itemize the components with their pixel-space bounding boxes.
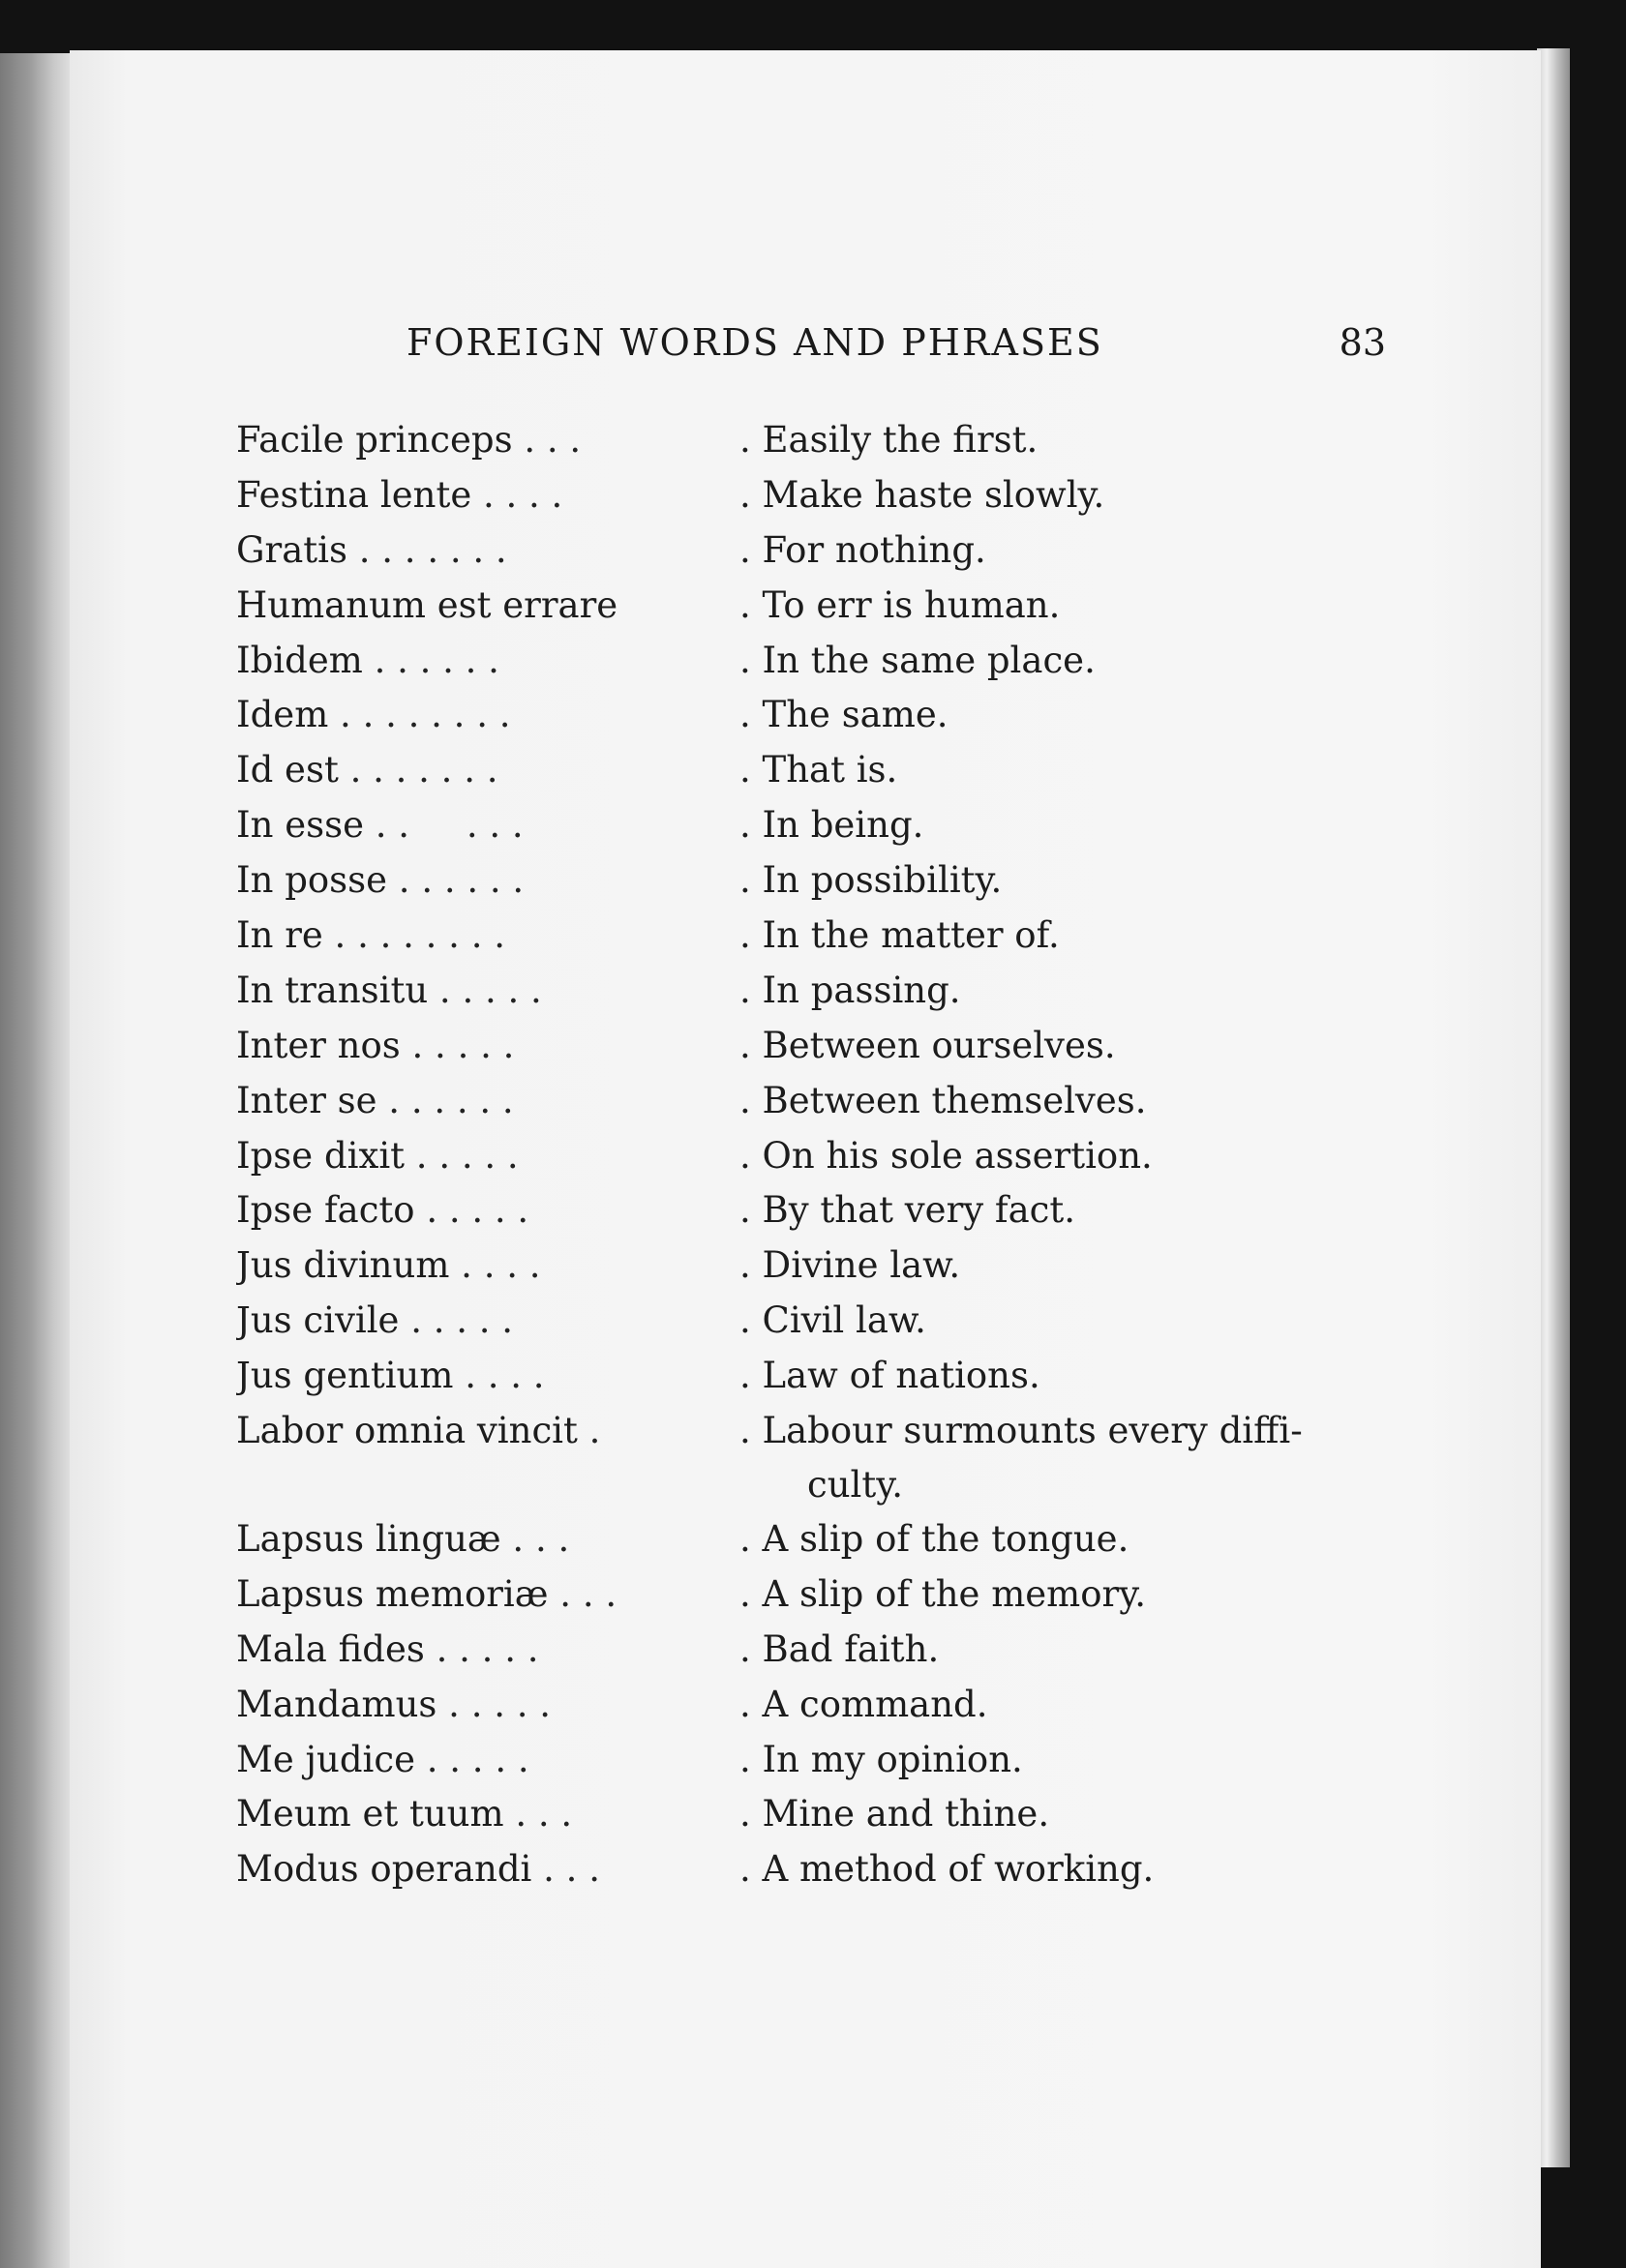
phrase-term-text: Me judice xyxy=(236,1738,415,1780)
leader-dots: . . . . . xyxy=(424,1627,539,1670)
phrase-meaning-text: . A command. xyxy=(739,1683,988,1725)
phrase-term-text: Lapsus memoriæ xyxy=(236,1572,549,1615)
phrase-meaning-text: . In being. xyxy=(739,804,924,847)
phrase-term-text: Meum et tuum xyxy=(236,1793,504,1835)
phrase-meaning-text: . Civil law. xyxy=(739,1299,926,1342)
leader-dots: . . . . . . xyxy=(362,639,499,681)
phrase-term xyxy=(236,579,739,634)
phrase-term-text: In posse xyxy=(236,859,388,902)
phrase-meaning xyxy=(739,579,1427,634)
leader-dots: . . . . . xyxy=(400,1024,515,1066)
phrase-meaning-text: . To err is human. xyxy=(739,583,1061,626)
phrase-term xyxy=(236,1733,739,1788)
phrase-meaning-text: . For nothing. xyxy=(739,528,986,571)
phrase-term xyxy=(236,1183,739,1238)
leader-dots: . . . . . . xyxy=(387,859,525,902)
phrase-term xyxy=(236,523,739,579)
phrase-meaning xyxy=(739,1787,1427,1842)
phrase-entry xyxy=(236,1512,1427,1567)
phrase-meaning xyxy=(739,798,1427,853)
phrase-term xyxy=(236,1294,739,1349)
leader-dots: . . . . xyxy=(471,473,563,516)
leader-dots: . . . . . . xyxy=(376,1079,514,1121)
phrase-term-text: Jus gentium xyxy=(236,1355,454,1397)
phrase-term-text: Id est xyxy=(236,749,339,791)
leader-dots: . . . xyxy=(503,1793,573,1835)
leader-dots: . . . . . . . . xyxy=(322,914,505,957)
leader-dots: . . . . . . . xyxy=(347,528,507,571)
phrase-meaning xyxy=(739,1129,1427,1184)
phrase-term xyxy=(236,688,739,743)
phrase-meaning xyxy=(739,634,1427,689)
phrase-entry xyxy=(236,1238,1427,1294)
phrase-meaning xyxy=(739,1404,1427,1512)
phrase-meaning-text: . In possibility. xyxy=(739,859,1003,902)
phrase-meaning-text: . A method of working. xyxy=(739,1848,1155,1891)
phrase-meaning xyxy=(739,1019,1427,1074)
phrase-meaning xyxy=(739,1294,1427,1349)
phrase-meaning-text: . By that very fact. xyxy=(739,1189,1076,1232)
leader-dots: . . . xyxy=(548,1572,617,1615)
phrase-meaning xyxy=(739,523,1427,579)
phrase-term xyxy=(236,634,739,689)
phrase-term xyxy=(236,1678,739,1733)
leader-dots: . . . . . . . . xyxy=(328,694,511,736)
phrase-entry xyxy=(236,1842,1427,1897)
phrase-term xyxy=(236,743,739,798)
leader-dots: . . . . . xyxy=(363,804,524,847)
phrase-term-text: Mala fides xyxy=(236,1627,425,1670)
phrase-term-text: Ipse dixit xyxy=(236,1134,406,1177)
phrase-term-text: Ibidem xyxy=(236,639,363,681)
phrase-meaning-text: . Easily the first. xyxy=(739,419,1039,461)
phrase-term-text: Idem xyxy=(236,694,329,736)
phrase-term xyxy=(236,468,739,523)
phrase-term xyxy=(236,1623,739,1678)
phrase-entry xyxy=(236,853,1427,909)
phrase-term-text: Mandamus xyxy=(236,1683,437,1725)
leader-dots: . . . . . xyxy=(437,1683,552,1725)
phrase-term-text: In re xyxy=(236,914,323,957)
phrase-meaning-text: . That is. xyxy=(739,749,898,791)
phrase-entry xyxy=(236,743,1427,798)
phrase-meaning-text: . Mine and thine. xyxy=(739,1793,1050,1835)
page-header xyxy=(331,321,1386,389)
phrase-term-text: Inter se xyxy=(236,1079,377,1121)
phrase-meaning xyxy=(739,964,1427,1019)
phrase-term xyxy=(236,1019,739,1074)
phrase-term xyxy=(236,853,739,909)
phrase-term xyxy=(236,1349,739,1404)
phrase-meaning xyxy=(739,1238,1427,1294)
phrase-entry xyxy=(236,1349,1427,1404)
phrase-term-text: In transitu xyxy=(236,969,429,1011)
leader-dots: . . . xyxy=(531,1848,600,1891)
leader-dots: . . . . . xyxy=(428,969,542,1011)
phrase-term xyxy=(236,798,739,853)
phrase-meaning-text: . Bad faith. xyxy=(739,1627,940,1670)
phrase-term xyxy=(236,1404,739,1512)
phrase-term-text: Jus civile xyxy=(236,1299,400,1342)
page-edge-shadow xyxy=(1537,48,1570,2167)
leader-dots: . . . . . xyxy=(405,1134,519,1177)
phrase-meaning xyxy=(739,1623,1427,1678)
phrase-meaning xyxy=(739,1512,1427,1567)
phrase-term-text: In esse xyxy=(236,804,364,847)
phrase-meaning-text: . The same. xyxy=(739,694,948,736)
running-head: FOREIGN WORDS AND PHRASES xyxy=(406,321,1103,364)
phrase-meaning-text: . A slip of the memory. xyxy=(739,1572,1146,1615)
phrase-entry xyxy=(236,798,1427,853)
phrase-entry xyxy=(236,1733,1427,1788)
phrase-term-text: Inter nos xyxy=(236,1024,401,1066)
phrase-term-text: Labor omnia vincit xyxy=(236,1410,578,1452)
phrase-meaning-text: . Between themselves. xyxy=(739,1079,1147,1121)
phrase-entry xyxy=(236,688,1427,743)
phrase-meaning xyxy=(739,1842,1427,1897)
phrase-entry xyxy=(236,634,1427,689)
phrase-term xyxy=(236,1238,739,1294)
phrase-term xyxy=(236,1567,739,1623)
phrase-entry xyxy=(236,579,1427,634)
phrase-meaning xyxy=(739,688,1427,743)
phrase-term xyxy=(236,964,739,1019)
phrase-meaning xyxy=(739,1183,1427,1238)
page-number: 83 xyxy=(1339,321,1386,364)
phrase-meaning xyxy=(739,468,1427,523)
phrase-meaning-text: . A slip of the tongue. xyxy=(739,1518,1129,1561)
phrase-term-text: Ipse facto xyxy=(236,1189,415,1232)
phrase-meaning-text: . In the matter of. xyxy=(739,914,1060,957)
phrase-entry xyxy=(236,1567,1427,1623)
leader-dots: . . . . xyxy=(449,1244,541,1287)
leader-dots: . . . . . . . xyxy=(338,749,498,791)
phrase-entry xyxy=(236,1294,1427,1349)
leader-dots: . . . . . xyxy=(414,1738,529,1780)
book-gutter-shadow xyxy=(0,53,73,2268)
phrase-meaning xyxy=(739,1074,1427,1129)
phrase-meaning-text: . Between ourselves. xyxy=(739,1024,1116,1066)
phrase-term-text: Humanum est errare xyxy=(236,583,618,626)
phrase-term xyxy=(236,909,739,964)
phrase-entry xyxy=(236,1787,1427,1842)
book-page xyxy=(70,50,1541,2268)
phrase-meaning-text: . In my opinion. xyxy=(739,1738,1023,1780)
phrase-term xyxy=(236,1512,739,1567)
phrase-entry xyxy=(236,468,1427,523)
phrase-entry xyxy=(236,1129,1427,1184)
leader-dots: . xyxy=(577,1410,601,1452)
leader-dots: . . . xyxy=(512,419,582,461)
phrase-term-text: Lapsus linguæ xyxy=(236,1518,501,1561)
phrase-meaning-text: . Make haste slowly. xyxy=(739,473,1105,516)
phrase-entry xyxy=(236,413,1427,468)
phrase-meaning-text: . Labour surmounts every diffi- xyxy=(739,1410,1303,1452)
phrase-meaning xyxy=(739,1567,1427,1623)
phrase-term-text: Festina lente xyxy=(236,473,472,516)
phrase-entry xyxy=(236,1183,1427,1238)
phrase-entry xyxy=(236,1623,1427,1678)
phrase-meaning-text: . On his sole assertion. xyxy=(739,1134,1153,1177)
phrase-entry xyxy=(236,1678,1427,1733)
phrase-meaning xyxy=(739,853,1427,909)
phrase-meaning xyxy=(739,1733,1427,1788)
phrase-term-text: Modus operandi xyxy=(236,1848,532,1891)
phrase-term-text: Jus divinum xyxy=(236,1244,450,1287)
phrase-meaning-text: . Divine law. xyxy=(739,1244,961,1287)
phrase-term xyxy=(236,413,739,468)
phrase-meaning-text: . In the same place. xyxy=(739,639,1096,681)
phrase-term-text: Facile princeps xyxy=(236,419,513,461)
phrase-entry xyxy=(236,1074,1427,1129)
phrase-term-text: Gratis xyxy=(236,528,347,571)
phrase-meaning-text: . In passing. xyxy=(739,969,961,1011)
phrase-entry xyxy=(236,1404,1427,1512)
phrase-meaning-text: . Law of nations. xyxy=(739,1355,1040,1397)
phrase-term xyxy=(236,1129,739,1184)
phrase-entry xyxy=(236,1019,1427,1074)
phrase-meaning xyxy=(739,1349,1427,1404)
phrase-meaning xyxy=(739,1678,1427,1733)
phrase-list xyxy=(236,413,1427,1897)
phrase-term xyxy=(236,1842,739,1897)
phrase-meaning xyxy=(739,413,1427,468)
phrase-meaning-continuation: culty. xyxy=(807,1464,904,1507)
leader-dots: . . . . xyxy=(453,1355,545,1397)
phrase-entry xyxy=(236,909,1427,964)
leader-dots: . . . xyxy=(500,1518,570,1561)
leader-dots: . . . . . xyxy=(414,1189,529,1232)
phrase-meaning xyxy=(739,743,1427,798)
phrase-term xyxy=(236,1074,739,1129)
phrase-term xyxy=(236,1787,739,1842)
leader-dots: . . . . . xyxy=(399,1299,514,1342)
phrase-entry xyxy=(236,964,1427,1019)
phrase-entry xyxy=(236,523,1427,579)
phrase-meaning xyxy=(739,909,1427,964)
